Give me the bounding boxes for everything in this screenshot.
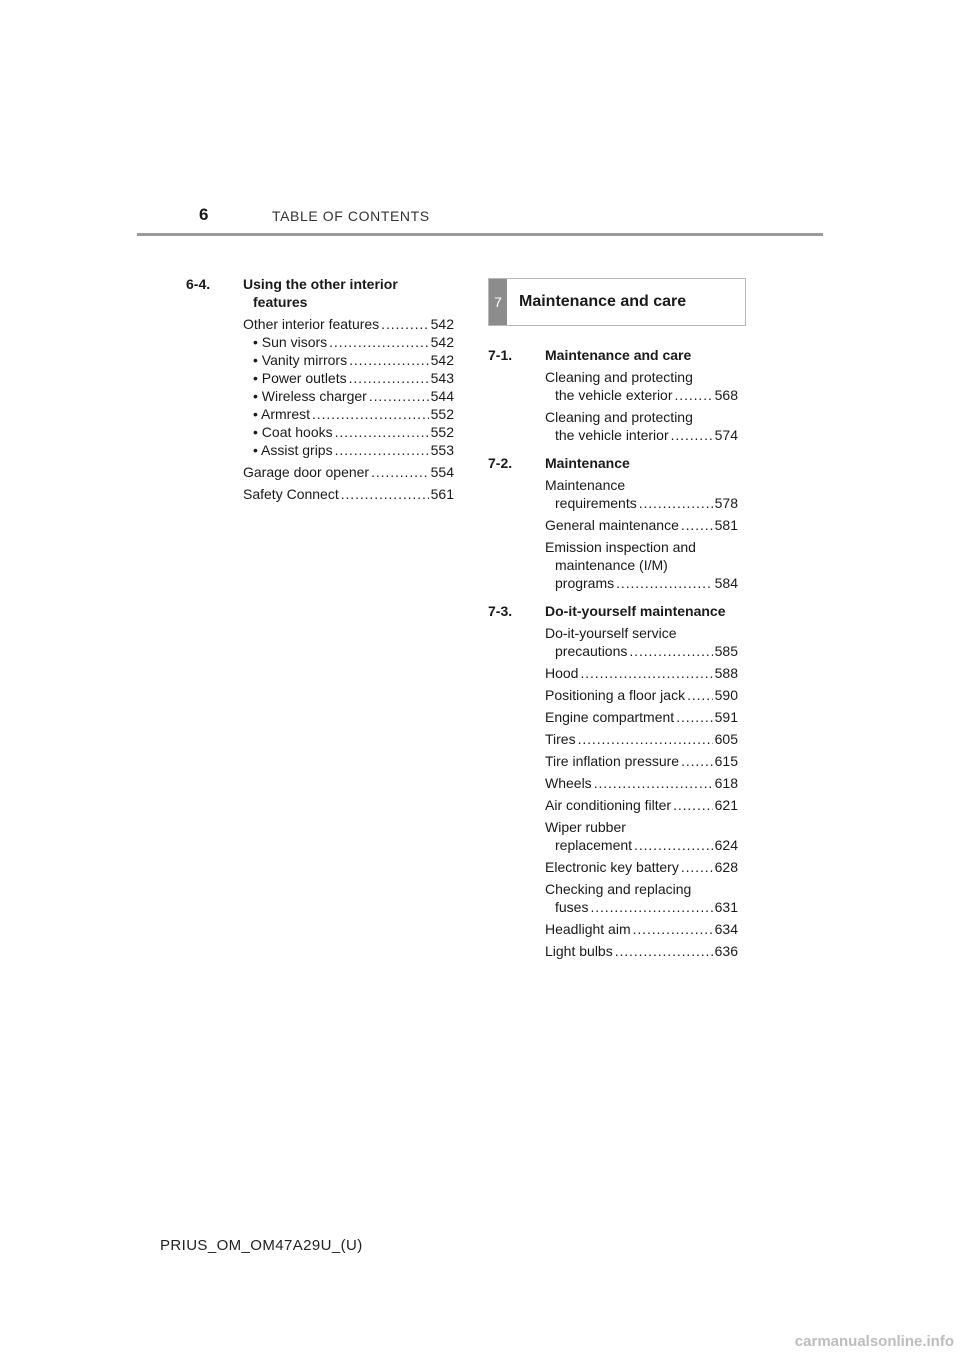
- toc-entry-text: • Assist grips: [253, 442, 333, 458]
- toc-page-number: 552: [430, 406, 454, 422]
- toc-entry[interactable]: [488, 920, 738, 938]
- toc-entry[interactable]: [488, 818, 738, 854]
- toc-entry-text: precautions: [555, 643, 628, 659]
- toc-entry-line: [545, 774, 738, 792]
- toc-leader-dots: [681, 516, 713, 534]
- section-number: 7-3.: [488, 603, 513, 619]
- toc-leader-dots: [312, 405, 429, 423]
- chapter-title: Maintenance and care: [519, 293, 687, 310]
- toc-entry-line: [545, 796, 738, 814]
- section-number: 7-2.: [488, 455, 513, 471]
- toc-entry-text: Electronic key battery: [545, 859, 679, 875]
- section-gap: [488, 444, 738, 454]
- toc-page-number: 631: [714, 899, 738, 915]
- toc-page-number: 554: [430, 464, 454, 480]
- toc-entry-text: • Power outlets: [253, 370, 347, 386]
- toc-leader-dots: [675, 386, 713, 404]
- toc-entry-line: [253, 423, 454, 441]
- toc-entry-text: programs: [555, 575, 615, 591]
- toc-entry-text: Wiper rubber: [545, 819, 626, 835]
- toc-entry-text: the vehicle exterior: [555, 387, 673, 403]
- toc-page-number: 624: [714, 837, 738, 853]
- toc-page-number: 591: [714, 709, 738, 725]
- toc-entry[interactable]: [488, 408, 738, 444]
- toc-entry[interactable]: [488, 664, 738, 682]
- toc-entry-text: the vehicle interior: [555, 427, 669, 443]
- section-title: Maintenance and care: [545, 347, 692, 363]
- toc-entry-line: [545, 836, 738, 854]
- section-title: [243, 275, 454, 311]
- toc-leader-dots: [349, 351, 429, 369]
- toc-page-number: 615: [714, 753, 738, 769]
- toc-page-number: 605: [714, 731, 738, 747]
- toc-left-column: [186, 275, 454, 503]
- toc-leader-dots: [629, 642, 712, 660]
- section-gap: [488, 592, 738, 602]
- toc-entry-text: • Coat hooks: [253, 424, 333, 440]
- toc-entry-line: [253, 351, 454, 369]
- watermark: carmanualsonline.info: [794, 1333, 954, 1350]
- toc-entry-text: Maintenance: [545, 477, 626, 493]
- toc-leader-dots: [335, 423, 429, 441]
- toc-entry-text: Light bulbs: [545, 943, 613, 959]
- toc-right-column: [488, 278, 738, 960]
- toc-page-number: 581: [714, 517, 738, 533]
- toc-page-number: 568: [714, 387, 738, 403]
- toc-entry[interactable]: [488, 752, 738, 770]
- toc-entry[interactable]: [488, 730, 738, 748]
- toc-page-number: 634: [714, 921, 738, 937]
- toc-leader-dots: [594, 774, 713, 792]
- toc-entry[interactable]: [186, 441, 454, 459]
- toc-entry-text: Safety Connect: [243, 486, 339, 502]
- toc-entry[interactable]: [186, 387, 454, 405]
- toc-leader-dots: [580, 664, 712, 682]
- toc-entry[interactable]: [488, 686, 738, 704]
- section-number: 7-1.: [488, 347, 513, 363]
- toc-entry[interactable]: [186, 405, 454, 423]
- toc-entry-text: replacement: [555, 837, 633, 853]
- toc-page-number: 636: [714, 943, 738, 959]
- section-title-line: Using the other interior: [243, 276, 398, 292]
- toc-page-number: 588: [714, 665, 738, 681]
- toc-entry[interactable]: [488, 880, 738, 916]
- header-title: TABLE OF CONTENTS: [272, 208, 430, 224]
- toc-section-heading: [488, 454, 738, 472]
- toc-page-number: 542: [430, 352, 454, 368]
- toc-leader-dots: [616, 574, 713, 592]
- chapter-heading[interactable]: [488, 278, 746, 326]
- toc-entry-text: Headlight aim: [545, 921, 631, 937]
- toc-entry-text: • Vanity mirrors: [253, 352, 348, 368]
- toc-leader-dots: [681, 858, 713, 876]
- toc-entry-line: [545, 386, 738, 404]
- section-number: 6-4.: [186, 276, 211, 292]
- toc-entry-line: [243, 315, 454, 333]
- toc-leader-dots: [329, 333, 428, 351]
- toc-section-heading: [488, 346, 738, 364]
- toc-entry[interactable]: [488, 774, 738, 792]
- toc-page-number: 621: [714, 797, 738, 813]
- toc-leader-dots: [335, 441, 429, 459]
- toc-entry-text: Do-it-yourself service: [545, 625, 677, 641]
- toc-leader-dots: [371, 463, 429, 481]
- toc-leader-dots: [349, 369, 429, 387]
- toc-entry-text: Tires: [545, 731, 576, 747]
- toc-entry-line: [545, 730, 738, 748]
- toc-entry[interactable]: [488, 942, 738, 960]
- toc-entry-text: Wheels: [545, 775, 592, 791]
- toc-page-number: 590: [714, 687, 738, 703]
- toc-page-number: 561: [430, 486, 454, 502]
- toc-entry-line: [243, 463, 454, 481]
- toc-entry-line: [253, 405, 454, 423]
- toc-entry-text: • Armrest: [253, 406, 311, 422]
- toc-entry-line: [545, 664, 738, 682]
- header-page-number: 6: [199, 205, 209, 224]
- toc-entry-line: [545, 642, 738, 660]
- toc-entry-text: Engine compartment: [545, 709, 675, 725]
- toc-entry-line: [545, 898, 738, 916]
- toc-leader-dots: [639, 494, 713, 512]
- toc-entry-text: Air conditioning filter: [545, 797, 672, 813]
- toc-leader-dots: [369, 387, 429, 405]
- toc-entry-text: Garage door opener: [243, 464, 370, 480]
- toc-entry-line: [253, 441, 454, 459]
- toc-entry-line: [545, 752, 738, 770]
- toc-entry-text: requirements: [555, 495, 637, 511]
- toc-entry-line: [545, 426, 738, 444]
- toc-entry-text: Tire inflation pressure: [545, 753, 680, 769]
- toc-page-number: 628: [714, 859, 738, 875]
- toc-page-number: 543: [430, 370, 454, 386]
- toc-leader-dots: [341, 485, 429, 503]
- toc-page-number: 544: [430, 388, 454, 404]
- section-title-line: features: [253, 294, 308, 310]
- toc-entry-text: Other interior features: [243, 316, 380, 332]
- toc-entry[interactable]: [186, 369, 454, 387]
- toc-leader-dots: [615, 942, 713, 960]
- toc-section-heading: [488, 602, 738, 620]
- toc-entry-line: [545, 686, 738, 704]
- toc-page-number: 585: [714, 643, 738, 659]
- toc-entry[interactable]: [186, 351, 454, 369]
- toc-page-number: 578: [714, 495, 738, 511]
- toc-entry-line: [253, 333, 454, 351]
- toc-page-number: 552: [430, 424, 454, 440]
- toc-entry[interactable]: [186, 485, 454, 503]
- toc-entry[interactable]: [186, 315, 454, 333]
- toc-entry-text: General maintenance: [545, 517, 679, 533]
- toc-entry-text: Emission inspection and: [545, 539, 696, 555]
- toc-entry-text: Cleaning and protecting: [545, 369, 693, 385]
- toc-leader-dots: [381, 315, 428, 333]
- toc-entry-text: fuses: [555, 899, 589, 915]
- toc-entry-text: • Sun visors: [253, 334, 328, 350]
- toc-page-number: 574: [714, 427, 738, 443]
- toc-leader-dots: [681, 752, 713, 770]
- toc-entry[interactable]: [488, 858, 738, 876]
- toc-leader-dots: [590, 898, 712, 916]
- header-rule: [137, 233, 823, 236]
- section-title: Maintenance: [545, 455, 630, 471]
- toc-entry-line: [545, 494, 738, 512]
- toc-entry[interactable]: [488, 368, 738, 404]
- toc-leader-dots: [676, 708, 712, 726]
- toc-leader-dots: [578, 730, 713, 748]
- toc-entry-line: [253, 369, 454, 387]
- section-title: Do-it-yourself maintenance: [545, 603, 726, 619]
- chapter-number-tab: 7: [489, 279, 507, 325]
- toc-entry[interactable]: [186, 333, 454, 351]
- toc-entry-text: • Wireless charger: [253, 388, 367, 404]
- toc-entry-line: [545, 920, 738, 938]
- toc-page-number: 553: [430, 442, 454, 458]
- toc-entry-line: [545, 708, 738, 726]
- toc-entry-line: [243, 485, 454, 503]
- toc-leader-dots: [673, 796, 713, 814]
- toc-entry-text: Hood: [545, 665, 579, 681]
- toc-entry[interactable]: [488, 624, 738, 660]
- toc-entry-text: Checking and replacing: [545, 881, 692, 897]
- toc-entry[interactable]: [186, 423, 454, 441]
- toc-entry-text: Positioning a floor jack: [545, 687, 686, 703]
- toc-leader-dots: [634, 836, 713, 854]
- toc-page-number: 542: [430, 334, 454, 350]
- toc-entry-text: maintenance (I/M): [555, 557, 668, 573]
- toc-entry[interactable]: [186, 463, 454, 481]
- toc-entry-line: [545, 942, 738, 960]
- toc-entry[interactable]: [488, 538, 738, 592]
- toc-entry[interactable]: [488, 796, 738, 814]
- toc-entry-line: [545, 516, 738, 534]
- toc-entry[interactable]: [488, 708, 738, 726]
- toc-entry-line: [545, 574, 738, 592]
- toc-leader-dots: [633, 920, 713, 938]
- toc-entry[interactable]: [488, 516, 738, 534]
- toc-entry-line: [545, 858, 738, 876]
- toc-section-heading: [186, 275, 454, 311]
- toc-entry-line: [253, 387, 454, 405]
- toc-page-number: 542: [430, 316, 454, 332]
- toc-page-number: 584: [714, 575, 738, 591]
- toc-entry[interactable]: [488, 476, 738, 512]
- toc-page-number: 618: [714, 775, 738, 791]
- toc-leader-dots: [671, 426, 713, 444]
- toc-leader-dots: [687, 686, 713, 704]
- footer-doc-code: PRIUS_OM_OM47A29U_(U): [160, 1237, 363, 1254]
- toc-entry-text: Cleaning and protecting: [545, 409, 693, 425]
